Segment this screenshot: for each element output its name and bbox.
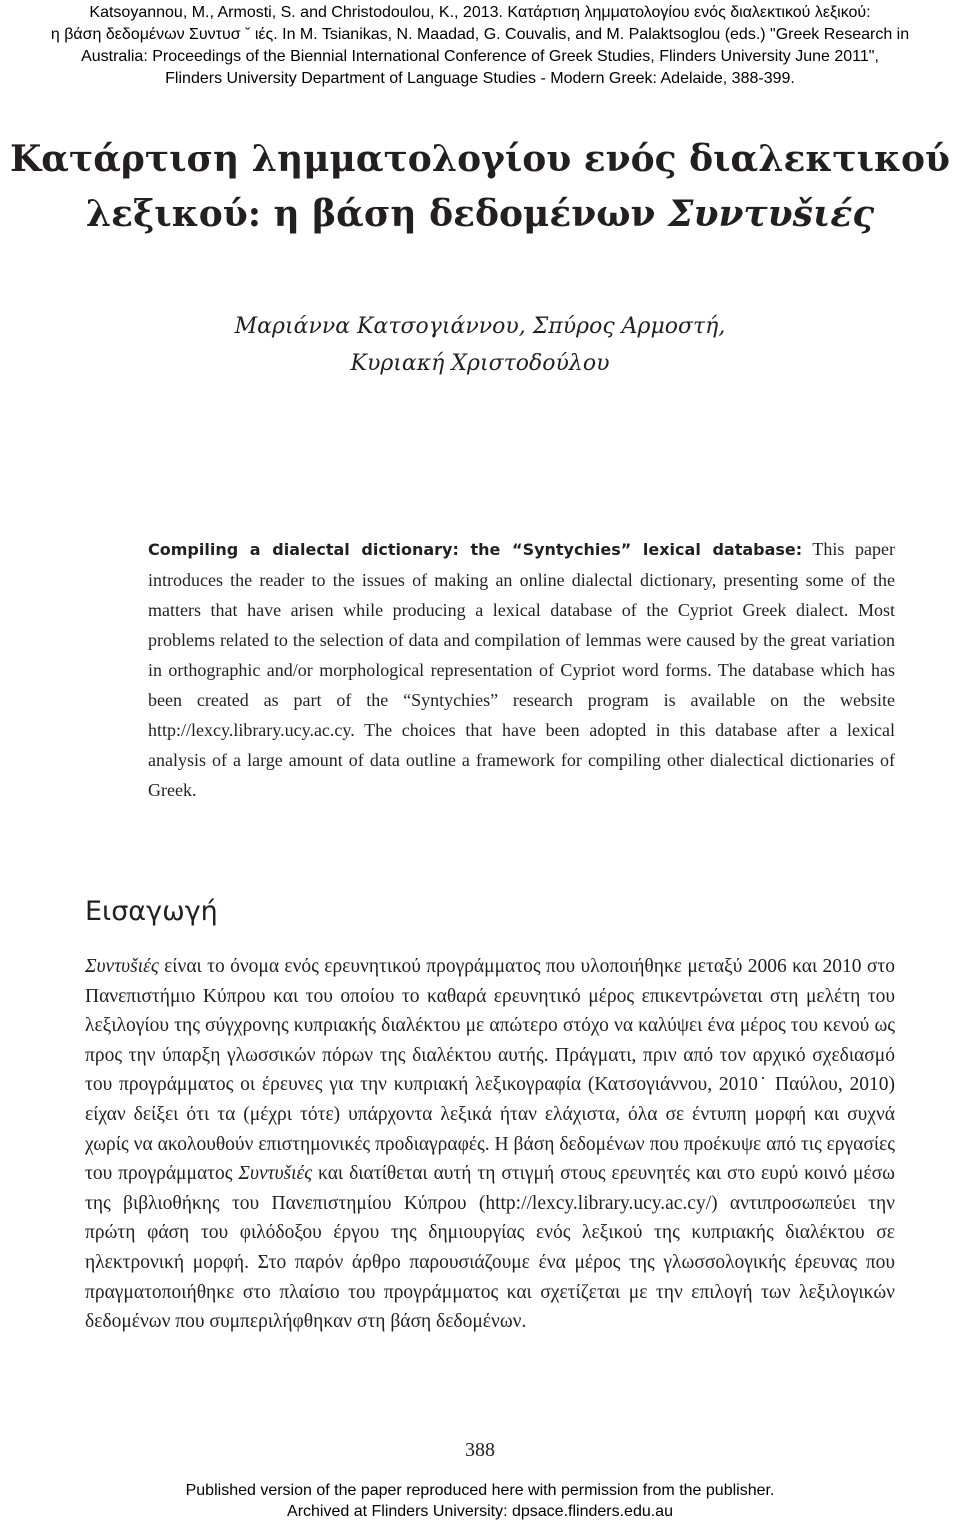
citation-header — [0, 2, 960, 90]
authors-line-2: Κυριακή Χριστοδούλου — [350, 351, 610, 376]
footer — [0, 1480, 960, 1522]
title-line-1: Κατάρτιση λημματολογίου ενός διαλεκτικού — [10, 138, 950, 180]
abstract-heading: Compiling a dialectal dictionary: the “Syntychies” lexical database: — [148, 540, 803, 559]
abstract — [148, 534, 895, 805]
authors-line-1: Μαριάννα Κατσογιάννου, Σπύρος Αρμοστή, — [234, 314, 726, 339]
section-heading: Εισαγωγή — [85, 896, 218, 927]
italic-term: Συντυšιές — [85, 956, 159, 977]
body-text-part: είναι το όνομα ενός ερευνητικού προγράμματος που υλοποιήθηκε μεταξύ 2006 και 2010 στο Πανεπιστήμιο Κύπρου και του οποίου το καθαρά ερευνητικό μέρος επικεντρώνεται στη μελέτη του λεξιλογίου της σύγχρονης κυπριακής διαλέκτου με απώτερο στόχο να καλύψει ένα μέρος του κενού ως προς την ύπαρξη γλωσσικών πόρων της διαλέκτου αυτής. Πράγματι, πριν από τον αρχικό σχεδιασμό του προγράμματος οι έρευνες για την κυπριακή λεξικογραφία (Κατσογιάννου, 2010˙ Παύλου, 2010) είχαν δείξει ότι τα (μέχρι τότε) υπάρχοντα λεξικά ήταν ελάχιστα, όλα σε έντυπη μορφή και συχνά χωρίς να ακολουθούν επιστημονικές προδιαγραφές. Η βάση δεδομένων που προέκυψε από τις εργασίες του προγράμματος — [85, 956, 895, 1185]
body-paragraph — [85, 952, 895, 1337]
citation-line: η βάση δεδομένων Συντυσ ˇ ιές. In M. Tsianikas, N. Maadad, G. Couvalis, and M. Palaktsoglou (eds.) "Greek Research in — [50, 26, 910, 43]
citation-line: Katsoyannou, M., Armosti, S. and Christodoulou, K., 2013. Κατάρτιση λημματολογίου ενός διαλεκτικού λεξικού: — [89, 4, 871, 21]
italic-term: Συντυšιές — [238, 1163, 313, 1185]
authors — [0, 308, 960, 382]
footer-line: Archived at Flinders University: dpsace.flinders.edu.au — [287, 1503, 673, 1520]
footer-line: Published version of the paper reproduced here with permission from the publisher. — [185, 1482, 775, 1499]
paper-title — [0, 132, 960, 242]
title-line-2 — [0, 187, 960, 242]
title-text: λεξικού: η βάση δεδομένων — [85, 193, 669, 235]
citation-line: Australia: Proceedings of the Biennial International Conference of Greek Studies, Flinders University June 2011", — [81, 48, 879, 65]
page-number: 388 — [465, 1439, 495, 1461]
body-text-part: και διατίθεται αυτή τη στιγμή στους ερευνητές και στο ευρύ κοινό μέσω της βιβλιοθήκης του Πανεπιστημίου Κύπρου (http://lexcy.library.ucy.ac.cy/) αντιπροσωπεύει την πρώτη φάση του φιλόδοξου έργου της δημιουργίας ενός λεξικού της κυπριακής διαλέκτου σε ηλεκτρονική μορφή. Στο παρόν άρθρο παρουσιάζουμε ένα μέρος της γλωσσολογικής έρευνας που πραγματοποιήθηκε στο πλαίσιο του προγράμματος και σχετίζεται με την επιλογή των λεξιλογικών δεδομένων που συμπεριλήφθηκαν στη βάση δεδομένων. — [85, 1163, 895, 1333]
citation-line: Flinders University Department of Language Studies - Modern Greek: Adelaide, 388-399. — [165, 70, 795, 87]
title-italic-term: Συντυšιές — [668, 193, 875, 235]
abstract-text: This paper introduces the reader to the issues of making an online dialectal dictionary, presenting some of the matters that have arisen while producing a lexical database of the Cypriot Greek dialect. Most problems related to the selection of data and compilation of lemmas were caused by the great variation in orthographic and/or morphological representation of Cypriot word forms. The database which has been created as part of the “Syntychies” research program is available on the website http://lexcy.library.ucy.ac.cy. The choices that have been adopted in this database after a lexical analysis of a large amount of data outline a framework for compiling other dialectical dictionaries of Greek. — [148, 539, 895, 800]
